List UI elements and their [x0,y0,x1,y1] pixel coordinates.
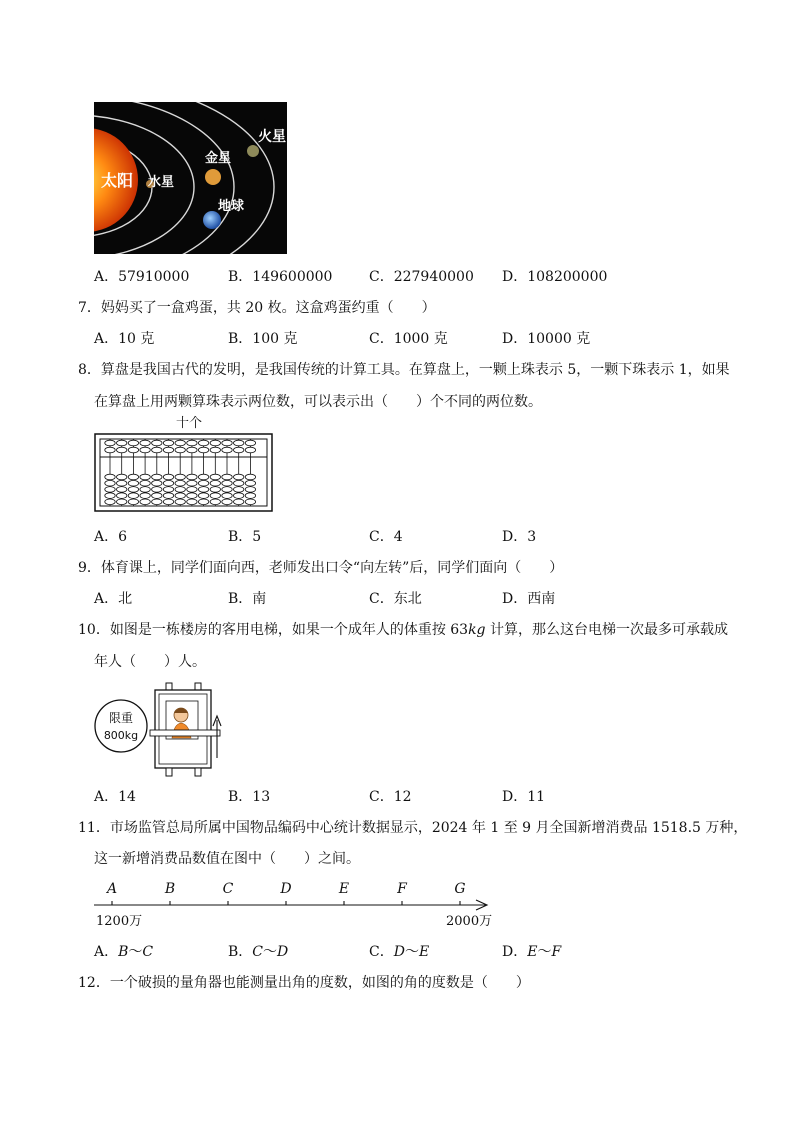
q8-option-c[interactable]: C．4 [369,529,403,545]
abacus-bead [234,499,244,505]
abacus-bead [140,493,150,499]
q7-option-a[interactable]: A．10 克 [94,331,155,347]
q9-option-d[interactable]: D．西南 [502,591,556,607]
abacus-bead [175,499,185,505]
number-line-point-label: E [338,881,350,897]
q11-opt-c-sep: ～ [404,944,419,960]
mercury-label: 水星 [148,175,175,190]
abacus-bead [163,447,173,453]
abacus-bead [152,487,162,493]
abacus-bead [198,487,208,493]
abacus-bead [152,447,162,453]
number-line-start: 1200万 [96,914,143,929]
q9-option-a[interactable]: A．北 [94,591,133,607]
q9-option-b[interactable]: B．南 [228,591,267,607]
abacus-bead [128,447,138,453]
abacus-bead [222,480,232,486]
q10-option-d[interactable]: D．11 [502,789,546,805]
abacus-bead [128,499,138,505]
abacus-bead [198,493,208,499]
abacus-bead [210,474,220,480]
q10-question-line2: 年人（ ）人。 [94,654,206,670]
sign-line1: 限重 [108,711,134,725]
abacus-bead [210,440,220,446]
q11-opt-a-v2: C [142,944,154,960]
q8-option-b[interactable]: B．5 [228,529,262,545]
abacus-bead [128,493,138,499]
abacus-bead [152,480,162,486]
abacus-bead [140,487,150,493]
abacus-bead [222,493,232,499]
number-line-point-label: D [280,881,292,897]
abacus-bead [245,440,255,446]
abacus-bead [245,474,255,480]
abacus-bead [105,447,115,453]
q10-option-c[interactable]: C．12 [369,789,412,805]
abacus-bead [187,499,197,505]
abacus-bead [222,474,232,480]
abacus-bead [105,480,115,486]
number-line [90,878,494,930]
abacus-bead [105,474,115,480]
abacus-bead [117,480,127,486]
abacus-bead [234,474,244,480]
q8-question-line2: 在算盘上用两颗算珠表示两位数，可以表示出（ ）个不同的两位数。 [94,394,542,410]
abacus-bead [175,447,185,453]
q11-opt-b-v1: C [252,944,264,960]
abacus-bead [210,499,220,505]
abacus-bead [105,493,115,499]
abacus-bead [140,447,150,453]
earth-label: 地球 [218,199,245,214]
abacus-bead [105,440,115,446]
abacus-bead [210,447,220,453]
abacus-bead [198,474,208,480]
q7-question: 7．妈妈买了一盒鸡蛋，共 20 枚。这盒鸡蛋约重（ ） [78,300,436,316]
q11-option-d[interactable] [502,942,561,962]
sun-label: 太阳 [101,171,134,190]
abacus-bead [187,440,197,446]
q11-opt-b-sep: ～ [263,944,278,960]
abacus-bead [222,440,232,446]
abacus-bead [163,480,173,486]
q6-option-c[interactable]: C．227940000 [369,269,474,285]
abacus-bead [198,480,208,486]
abacus-bead [152,493,162,499]
abacus-bead [163,487,173,493]
q11-opt-d-letter: D． [502,944,528,960]
abacus-bead [105,499,115,505]
q7-option-c[interactable]: C．1000 克 [369,331,448,347]
venus-label: 金星 [205,151,232,166]
abacus-bead [140,474,150,480]
q11-option-b[interactable] [228,942,288,962]
solar-system-image [94,102,287,254]
abacus-bead [245,499,255,505]
q11-opt-c-letter: C． [369,944,394,960]
q11-opt-b-v2: D [277,944,289,960]
abacus-bead [175,474,185,480]
q8-question-line1: 8．算盘是我国古代的发明，是我国传统的计算工具。在算盘上，一颗上珠表示 5，一颗下珠表示 1，如果 [78,362,730,378]
q11-option-c[interactable] [369,942,429,962]
q11-opt-d-sep: ～ [537,944,552,960]
abacus-bead [163,440,173,446]
q6-option-a[interactable]: A．57910000 [94,269,190,285]
abacus-bead [128,474,138,480]
abacus-bead [245,480,255,486]
mars [247,145,259,157]
weight-limit-sign [95,700,147,752]
q11-opt-b-letter: B． [228,944,253,960]
abacus-bead [152,474,162,480]
q11-opt-d-v2: F [551,944,562,960]
q9-option-c[interactable]: C．东北 [369,591,422,607]
abacus-bead [105,487,115,493]
number-line-point-label: A [106,881,118,897]
q10-question-line1 [78,620,728,640]
abacus-bead [140,499,150,505]
elevator-image [94,682,234,780]
abacus-bead [198,447,208,453]
q11-opt-a-letter: A． [94,944,119,960]
abacus-bead [187,493,197,499]
abacus-bead [140,440,150,446]
q11-opt-d-v1: E [527,944,538,960]
q11-opt-c-v2: E [418,944,430,960]
q11-option-a[interactable] [94,942,153,962]
abacus-bead [245,493,255,499]
abacus-bead [198,440,208,446]
q11-opt-a-sep: ～ [128,944,143,960]
abacus-bead [128,480,138,486]
abacus-bead [128,487,138,493]
abacus-bead [117,440,127,446]
abacus-bead [152,440,162,446]
abacus-bead [210,493,220,499]
number-line-point-label: F [397,881,407,897]
abacus-bead [175,493,185,499]
q7-option-d[interactable]: D．10000 克 [502,331,591,347]
abacus-bead [234,493,244,499]
q11-opt-a-v1: B [118,944,129,960]
q10-text-b: 计算，那么这台电梯一次最多可承载成 [485,622,728,638]
q11-opt-c-v1: D [393,944,405,960]
abacus-bead [117,487,127,493]
abacus-bead [234,447,244,453]
q6-option-d[interactable]: D．108200000 [502,269,608,285]
abacus-bead [140,480,150,486]
q10-option-a[interactable]: A．14 [94,789,136,805]
q8-option-a[interactable]: A．6 [94,529,128,545]
abacus-bead [234,440,244,446]
abacus-bead [163,474,173,480]
q10-option-b[interactable]: B．13 [228,789,271,805]
abacus-bead [187,480,197,486]
q10-unit: kg [468,622,486,638]
q8-option-d[interactable]: D．3 [502,529,537,545]
q6-option-b[interactable]: B．149600000 [228,269,333,285]
abacus-bead [222,499,232,505]
abacus-bead [163,493,173,499]
abacus-bead [234,480,244,486]
abacus-bead [222,447,232,453]
abacus-bead [187,474,197,480]
abacus-bead [163,499,173,505]
q10-text-a: 10．如图是一栋楼房的客用电梯，如果一个成年人的体重按 63 [78,622,469,638]
abacus-bead [117,499,127,505]
abacus-image [94,433,274,513]
abacus-bead [117,493,127,499]
abacus-bead [175,440,185,446]
q11-question-line2: 这一新增消费品数值在图中（ ）之间。 [94,851,360,867]
q12-question: 12．一个破损的量角器也能测量出角的度数，如图的角的度数是（ ） [78,975,530,991]
abacus-bead [128,440,138,446]
abacus-bead [245,487,255,493]
abacus-bead [175,480,185,486]
abacus-bead [152,499,162,505]
abacus-bead [234,487,244,493]
abacus-bead [175,487,185,493]
abacus-bead [198,499,208,505]
q9-question: 9．体育课上，同学们面向西，老师发出口令“向左转”后，同学们面向（ ） [78,560,564,576]
abacus-bead [187,487,197,493]
number-line-point-label: C [222,881,234,897]
abacus-bead [187,447,197,453]
q11-question-line1: 11．市场监管总局所属中国物品编码中心统计数据显示，2024 年 1 至 9 月全国新增消费品 1518.5 万种， [78,820,748,836]
number-line-point-label: G [454,881,466,897]
abacus-bead [117,447,127,453]
abacus-label: 十个 [176,416,203,431]
abacus-bead [222,487,232,493]
abacus-bead [210,480,220,486]
venus [205,169,221,185]
number-line-end: 2000万 [446,914,493,929]
sign-line2: 800kg [103,729,139,742]
abacus-bead [210,487,220,493]
abacus-bead [117,474,127,480]
mars-label: 火星 [258,129,286,145]
number-line-point-label: B [164,881,176,897]
q7-option-b[interactable]: B．100 克 [228,331,298,347]
abacus-bead [245,447,255,453]
